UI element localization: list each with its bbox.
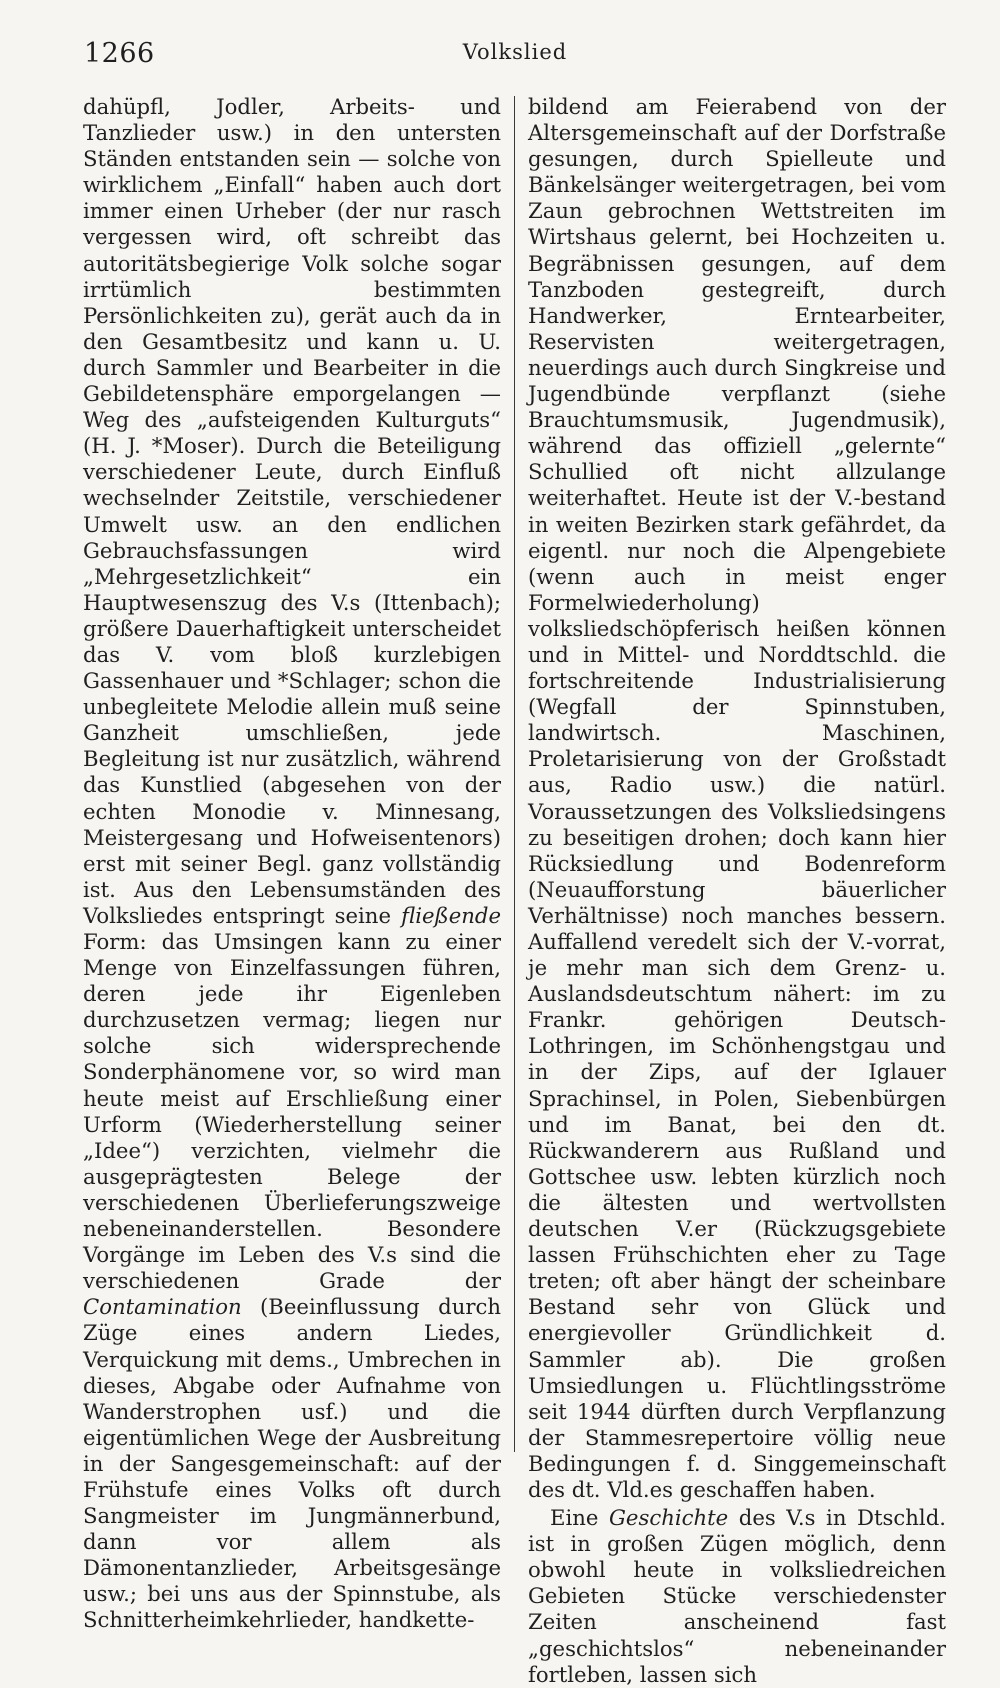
right-column [528, 94, 946, 1688]
text-run: (Beeinflussung durch Züge eines andern Liedes, Verquickung mit dems., Umbrechen in dieses, Abgabe oder Aufnahme von Wanderstrophen usf.) und die eigentümlichen Wege der Ausbreitung in der Sangesgemeinschaft: auf der Frühstufe eines Volks oft durch Sangmeister im Jungmännerbund, dann vor allem als Dämonentanzlieder, Arbeitsgesänge usw.; bei uns aus der Spinnstube, als Schnitterheimkehrlieder, handkette- [83, 1294, 501, 1633]
left-paragraph-1 [83, 94, 501, 1634]
emphasis-geschichte: Geschichte [609, 1505, 729, 1531]
text-run: dahüpfl, Jodler, Arbeits- und Tanzlieder usw.) in den untersten Ständen entstanden sein — solche von wirklichem „Einfall“ haben auch dort immer einen Urheber (der nur rasch vergessen wird, oft schreibt das autoritätsbegierige Volk solche sogar irrtümlich bestimmten Persönlichkeiten zu), gerät auch da in den Gesamtbesitz und kann u. U. durch Sammler und Bearbeiter in die Gebildetensphäre emporgelangen — Weg des „aufsteigenden Kulturguts“ (H. J. *Moser). Durch die Beteiligung verschiedener Leute, durch Einfluß wechselnder Zeitstile, verschiedener Umwelt usw. an den endlichen Gebrauchsfassungen wird „Mehrgesetzlichkeit“ ein Hauptwesenszug des V.s (Ittenbach); größere Dauerhaftigkeit unterscheidet das V. vom bloß kurzlebigen Gassenhauer und *Schlager; schon die unbegleitete Melodie allein muß seine Ganzheit umschließen, jede Begleitung ist nur zusätzlich, während das Kunstlied (abgesehen von der echten Monodie v. Minnesang, Meistergesang und Hofweisentenors) erst mit seiner Begl. ganz vollständig ist. Aus den Lebensumständen des Volksliedes entspringt seine [83, 94, 501, 928]
emphasis-contamination: Contamination [83, 1294, 242, 1320]
right-paragraph-2 [528, 1505, 946, 1688]
running-head: Volkslied [462, 40, 568, 64]
column-divider [514, 96, 515, 1452]
emphasis-fliessende: fließende [401, 902, 501, 928]
page-number: 1266 [84, 38, 155, 69]
text-run: Form: das Umsingen kann zu einer Menge von Einzelfassungen führen, deren jede ihr Eigenleben durchzusetzen vermag; liegen nur solche sich widersprechende Sonderphänomene vor, so wird man heute meist auf Erschließung einer Urform (Wiederherstellung seiner „Idee“) verzichten, vielmehr die ausgeprägtesten Belege der verschiedenen Überlieferungszweige nebeneinanderstellen. Besondere Vorgänge im Leben des V.s sind die verschiedenen Grade der [83, 929, 501, 1294]
left-column [83, 94, 501, 1634]
right-paragraph-1: bildend am Feierabend von der Altersgemeinschaft auf der Dorfstraße gesungen, durch Spielleute und Bänkelsänger weitergetragen, bei vom Zaun gebrochnen Wettstreiten im Wirtshaus gelernt, bei Hochzeiten u. Begräbnissen gesungen, auf dem Tanzboden gestegreift, durch Handwerker, Erntearbeiter, Reservisten weitergetragen, neuerdings auch durch Singkreise und Jugendbünde verpflanzt (siehe Brauchtumsmusik, Jugendmusik), während das offiziell „gelernte“ Schullied oft nicht allzulange weiterhaftet. Heute ist der V.-bestand in weiten Bezirken stark gefährdet, da eigentl. nur noch die Alpengebiete (wenn auch in meist enger Formelwiederholung) volksliedschöpferisch heißen können und in Mittel- und Norddtschld. die fortschreitende Industrialisierung (Wegfall der Spinnstuben, landwirtsch. Maschinen, Proletarisierung von der Großstadt aus, Radio usw.) die natürl. Voraussetzungen des Volksliedsingens zu beseitigen drohen; doch kann hier Rücksiedlung und Bodenreform (Neuaufforstung bäuerlicher Verhältnisse) noch manches bessern. Auffallend veredelt sich der V.-vorrat, je mehr man sich dem Grenz- u. Auslandsdeutschtum nähert: im zu Frankr. gehörigen Deutsch-Lothringen, im Schönhengstgau und in der Zips, auf der Iglauer Sprachinsel, in Polen, Siebenbürgen und im Banat, bei den dt. Rückwanderern aus Rußland und Gottschee usw. lebten kürzlich noch die ältesten und wertvollsten deutschen V.er (Rückzugsgebiete lassen Frühschichten eher zu Tage treten; oft aber hängt der scheinbare Bestand sehr von Glück und energievoller Gründlichkeit d. Sammler ab). Die großen Umsiedlungen u. Flüchtlingsströme seit 1944 dürften durch Verpflanzung der Stammesrepertoire völlig neue Bedingungen f. d. Singgemeinschaft des dt. Vld.es geschaffen haben. [528, 94, 946, 1502]
text-run: Eine [550, 1505, 599, 1531]
text-run: des V.s in Dtschld. ist in großen Zügen möglich, denn obwohl heute in volksliedreichen Gebieten Stücke verschiedenster Zeiten anscheinend fast „geschichtslos“ nebeneinander fortleben, lassen sich [528, 1505, 946, 1687]
